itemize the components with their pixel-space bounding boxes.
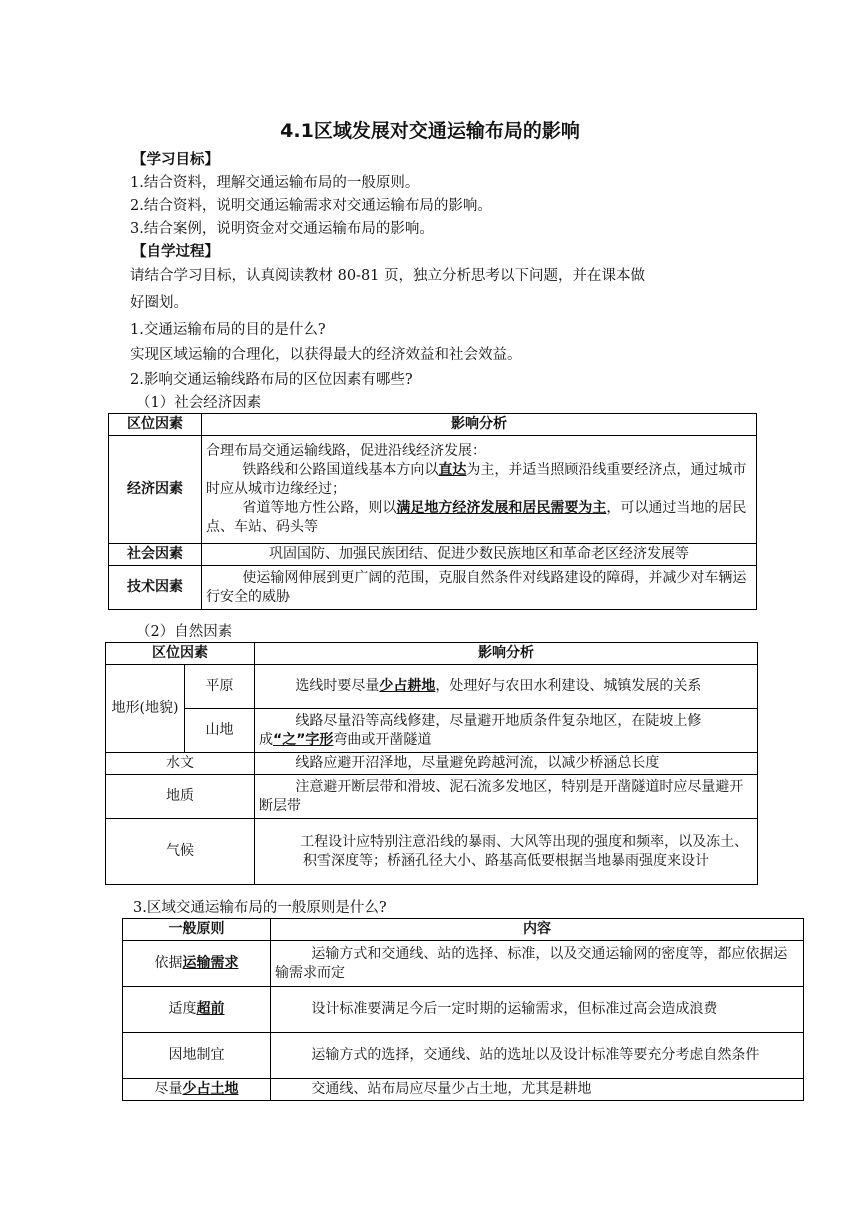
table-header: 一般原则 <box>123 919 271 941</box>
social-factors-table <box>108 413 757 610</box>
answer-blank: 直达 <box>438 462 467 478</box>
plain-label: 平原 <box>185 665 255 709</box>
factor-label: 技术因素 <box>109 566 202 610</box>
mountain-analysis: 线路尽量沿等高线修建，尽量避开地质条件复杂地区，在陡坡上修成“之”字形弯曲或开凿隧道 <box>255 709 758 753</box>
intro-text: 好圈划。 <box>130 295 188 311</box>
factor-label: 水文 <box>106 753 255 775</box>
principle-content: 设计标准要满足今后一定时期的运输需求，但标准过高会造成浪费 <box>271 987 804 1033</box>
answer-blank: 少占耕地 <box>379 678 436 694</box>
factor-label: 社会因素 <box>109 544 202 566</box>
plain-analysis: 选线时要尽量少占耕地，处理好与农田水利建设、城镇发展的关系 <box>255 665 758 709</box>
goal-item: 2.结合资料，说明交通运输需求对交通运输布局的影响。 <box>130 198 492 214</box>
principle-content: 交通线、站布局应尽量少占土地，尤其是耕地 <box>271 1079 804 1101</box>
factor-analysis: 工程设计应特别注意沿线的暴雨、大风等出现的强度和频率，以及冻土、积雪深度等；桥涵孔径大小、路基高低要根据当地暴雨强度来设计 <box>255 819 758 885</box>
principle-content: 运输方式和交通线、站的选择、标准，以及交通运输网的密度等，都应依据运输需求而定 <box>271 941 804 987</box>
principles-table <box>122 918 804 1101</box>
terrain-label: 地形(地貌) <box>106 665 185 753</box>
answer-blank: 超前 <box>196 1001 225 1017</box>
table-header: 内容 <box>271 919 804 941</box>
page-title: 4.1区域发展对交通运输布局的影响 <box>280 120 580 142</box>
answer-blank: 运输需求 <box>182 955 239 971</box>
factor-analysis: 合理布局交通运输线路，促进沿线经济发展： 铁路线和公路国道线基本方向以直达为主，并适当照顾沿线重要经济点，通过城市时应从城市边缘经过； 省道等地方性公路，则以满足地方经济发展和居民需要为主，可以通过当地的居民点、车站、码头等 <box>202 436 757 544</box>
intro-text: 请结合学习目标，认真阅读教材 80-81 页，独立分析思考以下问题，并在课本做 <box>130 268 646 284</box>
table-header: 影响分析 <box>202 414 757 436</box>
factor-analysis: 线路应避开沼泽地，尽量避免跨越河流，以减少桥涵总长度 <box>255 753 758 775</box>
subheading-social: （1）社会经济因素 <box>136 395 262 411</box>
factor-analysis: 使运输网伸展到更广阔的范围，克服自然条件对线路建设的障碍，并减少对车辆运行安全的威胁 <box>202 566 757 610</box>
question-3: 3.区域交通运输布局的一般原则是什么? <box>133 900 387 916</box>
answer-blank: 少占土地 <box>182 1081 239 1097</box>
principle-label: 适度超前 <box>123 987 271 1033</box>
question-1: 1.交通运输布局的目的是什么? <box>130 322 326 338</box>
principle-label: 因地制宜 <box>123 1033 271 1079</box>
answer-blank: 满足地方经济发展和居民需要为主 <box>396 500 607 516</box>
goals-heading: 【学习目标】 <box>132 152 219 168</box>
natural-factors-table <box>105 642 758 885</box>
principle-label: 依据运输需求 <box>123 941 271 987</box>
answer-1: 实现区域运输的合理化，以获得最大的经济效益和社会效益。 <box>130 347 522 363</box>
factor-analysis: 注意避开断层带和滑坡、泥石流多发地区，特别是开凿隧道时应尽量避开断层带 <box>255 775 758 819</box>
table-header: 区位因素 <box>106 643 255 665</box>
answer-blank: “之”字形 <box>273 731 334 748</box>
principle-content: 运输方式的选择，交通线、站的选址以及设计标准等要充分考虑自然条件 <box>271 1033 804 1079</box>
subheading-natural: （2）自然因素 <box>136 624 233 640</box>
factor-label: 经济因素 <box>109 436 202 544</box>
question-2: 2.影响交通运输线路布局的区位因素有哪些? <box>130 372 413 388</box>
factor-label: 地质 <box>106 775 255 819</box>
table-header: 影响分析 <box>255 643 758 665</box>
process-heading: 【自学过程】 <box>132 244 219 260</box>
principle-label: 尽量少占土地 <box>123 1079 271 1101</box>
mountain-label: 山地 <box>185 709 255 753</box>
goal-item: 3.结合案例，说明资金对交通运输布局的影响。 <box>130 221 434 237</box>
goal-item: 1.结合资料，理解交通运输布局的一般原则。 <box>130 175 420 191</box>
factor-analysis: 巩固国防、加强民族团结、促进少数民族地区和革命老区经济发展等 <box>202 544 757 566</box>
factor-label: 气候 <box>106 819 255 885</box>
table-header: 区位因素 <box>109 414 202 436</box>
